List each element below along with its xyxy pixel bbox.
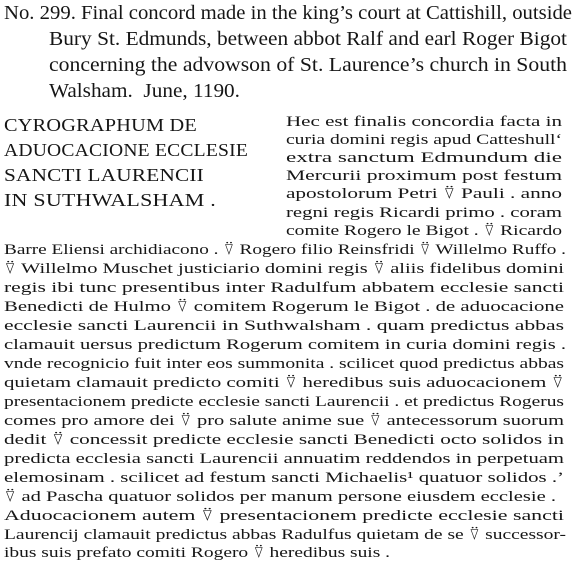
charter-title-line: SANCTI LAURENCII — [4, 165, 204, 185]
charter-line: Laurencij clamauit predictus abbas Radulfus quietam de se ⍢ successor- — [4, 526, 566, 543]
charter-line: dedit ⍢ concessit predicte ecclesie sancti Benedicti octo solidos in — [4, 431, 564, 448]
charter-column-line: comite Rogero le Bigot . ⍢ Ricardo — [286, 222, 562, 239]
charter-title-line: IN SUTHWALSHAM . — [4, 190, 216, 210]
charter-line: ibus suis prefato comiti Rogero ⍢ heredibus suis . — [4, 544, 390, 561]
charter-line: elemosinam . scilicet ad festum sancti Michaelis¹ quatuor solidos .’ — [4, 469, 564, 486]
heading-line: concerning the advowson of St. Laurence’s church in South — [49, 55, 567, 76]
heading-line: Bury St. Edmunds, between abbot Ralf and earl Roger Bigot — [49, 29, 567, 50]
charter-column-line: regni regis Ricardi primo . coram — [286, 204, 562, 221]
charter-line: Aduocacionem autem ⍢ presentacionem predicte ecclesie sancti — [4, 507, 564, 524]
charter-line: Barre Eliensi archidiacono . ⍢ Rogero filio Reinsfridi ⍢ Willelmo Ruffo . — [4, 241, 566, 258]
charter-line: ecclesie sancti Laurencii in Suthwalsham . quam predictus abbas — [4, 317, 564, 334]
charter-line: presentacionem predicte ecclesie sancti Laurencii . et predictus Rogerus — [4, 393, 564, 410]
charter-column-line: curia domini regis apud Catteshull‘ — [286, 131, 562, 148]
charter-column-line: apostolorum Petri ⍢ Pauli . anno — [286, 185, 562, 202]
charter-column-line: extra sanctum Edmundum die — [286, 149, 562, 166]
charter-line: predicta ecclesia sancti Laurencii annuatim reddendos in perpetuam — [4, 450, 564, 467]
charter-column-line: Hec est finalis concordia facta in — [286, 113, 562, 130]
charter-title-line: ADUOCACIONE ECCLESIE — [4, 140, 248, 160]
charter-line: clamauit uersus predictum Rogerum comitem in curia domini regis . — [4, 336, 566, 353]
heading-line: Walsham. June, 1190. — [49, 81, 240, 102]
charter-line: regis ibi tunc presentibus inter Radulfum abbatem ecclesie sancti — [4, 279, 564, 296]
charter-line: quietam clamauit predicto comiti ⍢ heredibus suis aduocacionem ⍢ — [4, 374, 564, 391]
charter-title-line: CYROGRAPHUM DE — [4, 115, 197, 135]
charter-line: vnde recognicio fuit inter eos summonita . scilicet quod predictus abbas — [4, 355, 564, 372]
heading-line: No. 299. Final concord made in the king’s court at Cattishill, outside — [4, 3, 572, 24]
charter-column-line: Mercurii proximum post festum — [286, 167, 562, 184]
charter-line: ⍢ ad Pascha quatuor solidos per manum persone eiusdem ecclesie . — [4, 488, 556, 505]
charter-line: Benedicti de Hulmo ⍢ comitem Rogerum le Bigot . de aduocacione — [4, 298, 564, 315]
charter-line: comes pro amore dei ⍢ pro salute anime sue ⍢ antecessorum suorum — [4, 412, 564, 429]
charter-line: ⍢ Willelmo Muschet justiciario domini regis ⍢ aliis fidelibus domini — [4, 260, 564, 277]
